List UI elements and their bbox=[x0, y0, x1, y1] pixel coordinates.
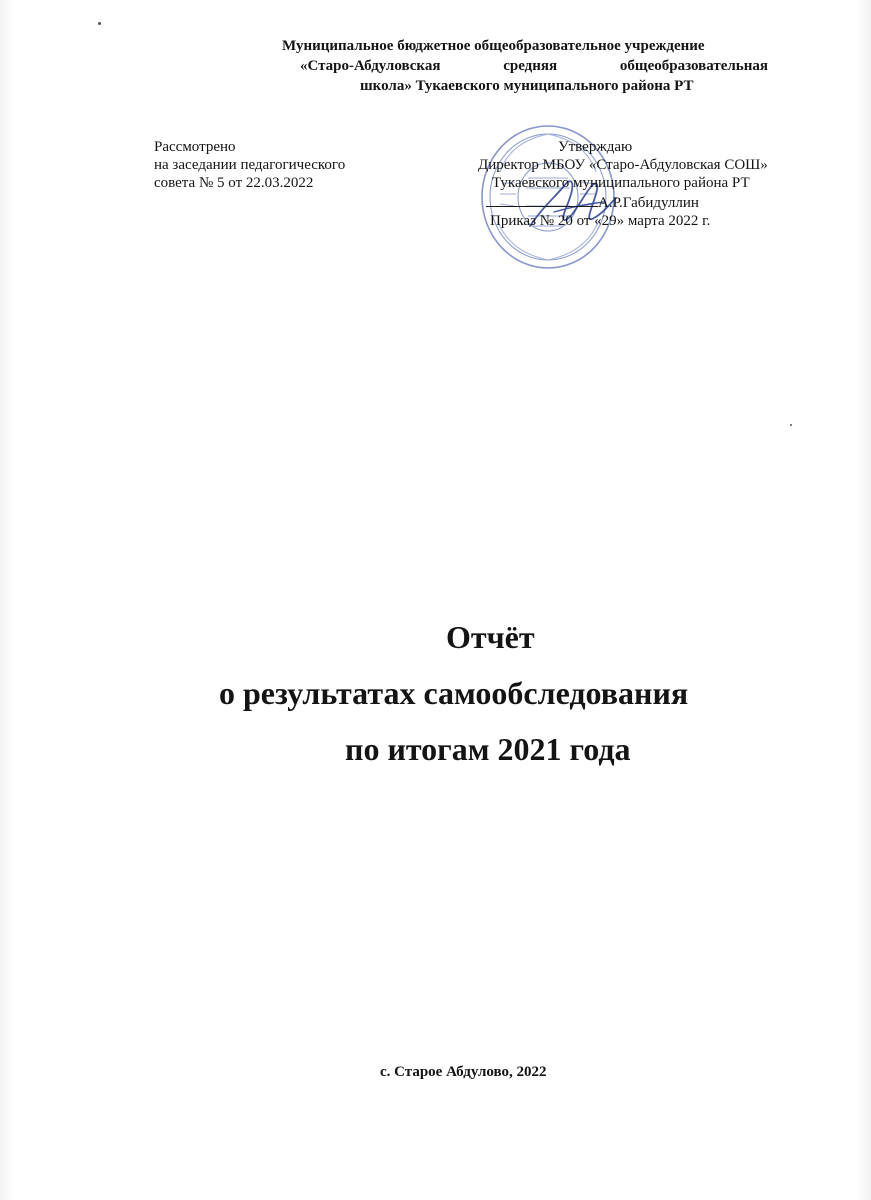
reviewed-block bbox=[154, 138, 345, 192]
place-and-year: с. Старое Абдулово, 2022 bbox=[380, 1064, 547, 1080]
title-line-1: Отчёт bbox=[446, 619, 535, 655]
title-line-2: о результатах самообследования bbox=[219, 675, 689, 711]
signature-line bbox=[486, 192, 699, 212]
header-word: «Старо-Абдуловская bbox=[300, 58, 441, 74]
title-line-3: по итогам 2021 года bbox=[345, 731, 631, 767]
header-word: средняя bbox=[503, 58, 558, 74]
approved-district: Тукаевского муниципального района РТ bbox=[492, 175, 750, 191]
reviewed-meeting: на заседании педагогического bbox=[154, 157, 346, 173]
scan-speck bbox=[790, 424, 792, 426]
scan-speck bbox=[98, 22, 101, 25]
header-line-2 bbox=[300, 56, 768, 76]
header-line-3: школа» Тукаевского муниципального района РТ bbox=[360, 78, 694, 94]
order-reference: Приказ № 20 от «29» марта 2022 г. bbox=[490, 213, 711, 229]
reviewed-label: Рассмотрено bbox=[154, 139, 236, 155]
approved-label: Утверждаю bbox=[558, 139, 633, 155]
header-word: общеобразовательная bbox=[619, 58, 768, 74]
header-line-1: Муниципальное бюджетное общеобразовательное учреждение bbox=[282, 38, 705, 54]
signature-underline bbox=[486, 192, 598, 207]
reviewed-council: совета № 5 от 22.03.2022 bbox=[154, 175, 314, 191]
signatory-name: А.Р.Габидуллин bbox=[598, 195, 699, 211]
approved-director: Директор МБОУ «Старо-Абдуловская СОШ» bbox=[478, 157, 768, 173]
